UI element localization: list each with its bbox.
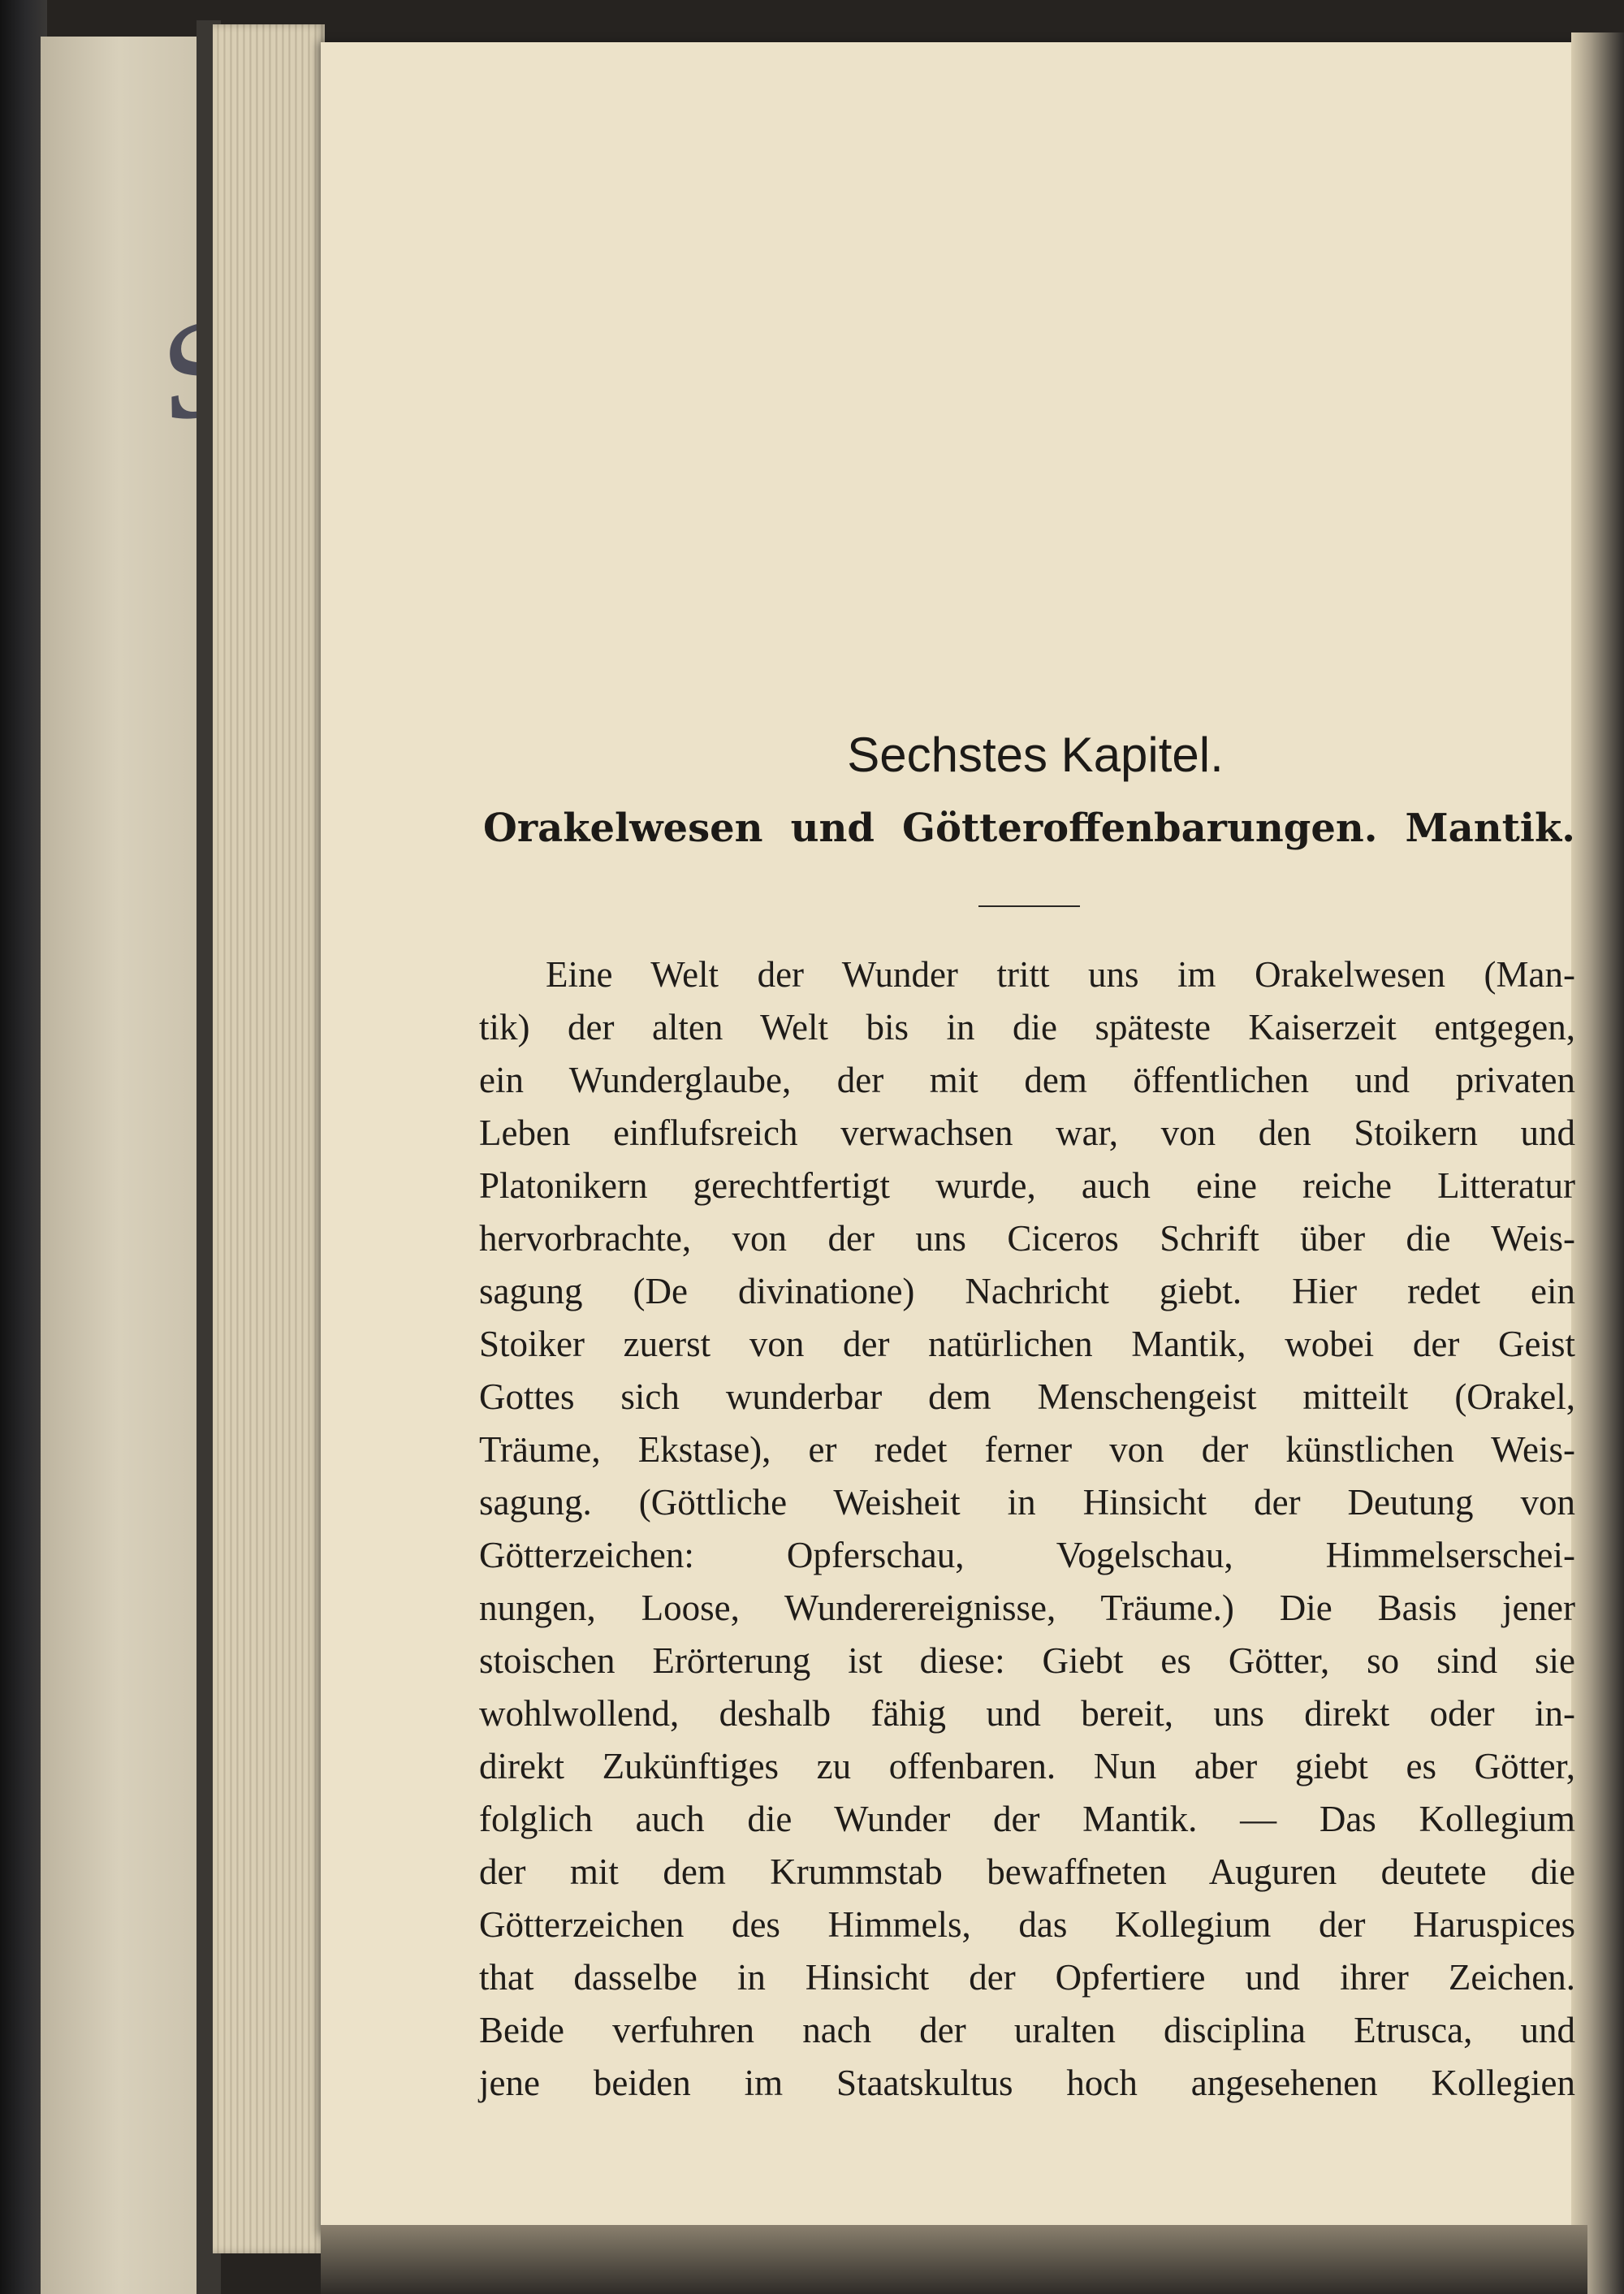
page-right-edge [1571,32,1624,2294]
text-line: folglich auch die Wunder der Mantik. — Das Kollegium [479,1799,1575,1839]
text-line: jene beiden im Staatskultus hoch angesehenen Kollegien [479,2063,1575,2103]
text-line: Stoiker zuerst von der natürlichen Mantik, wobei der Geist [479,1324,1575,1364]
chapter-title: Sechstes Kapitel. [847,728,1224,782]
text-line: tik) der alten Welt bis in die späteste Kaiserzeit entgegen, [479,1007,1575,1048]
text-line: Beide verfuhren nach der uralten disciplina Etrusca, und [479,2010,1575,2050]
text-line: hervorbrachte, von der uns Ciceros Schrift über die Weis- [479,1218,1575,1259]
text-line: Leben einflufsreich verwachsen war, von den Stoikern und [479,1112,1575,1153]
page-bottom-edge [321,2225,1587,2294]
text-line: sagung (De divinatione) Nachricht giebt. Hier redet ein [479,1271,1575,1311]
text-line: sagung. (Göttliche Weisheit in Hinsicht der Deutung von [479,1482,1575,1523]
text-line: Platonikern gerechtfertigt wurde, auch eine reiche Litteratur [479,1165,1575,1206]
text-line: Eine Welt der Wunder tritt uns im Orakelwesen (Man- [546,954,1575,995]
body-paragraph [479,948,1575,2110]
text-line: ein Wunderglaube, der mit dem öffentlichen und privaten [479,1060,1575,1100]
text-line: der mit dem Krummstab bewaffneten Auguren deutete die [479,1851,1575,1892]
chapter-subtitle: Orakelwesen und Götteroffenbarungen. Mantik. [483,806,1575,851]
text-line: wohlwollend, deshalb fähig und bereit, uns direkt oder in- [479,1693,1575,1734]
page-stack-edge [213,24,325,2253]
text-line: direkt Zukünftiges zu offenbaren. Nun aber giebt es Götter, [479,1746,1575,1786]
text-line: Träume, Ekstase), er redet ferner von der künstlichen Weis- [479,1429,1575,1470]
text-line: Götterzeichen: Opferschau, Vogelschau, Himmelserschei- [479,1535,1575,1575]
section-divider [978,905,1080,907]
text-line: Gottes sich wunderbar dem Menschengeist mitteilt (Orakel, [479,1376,1575,1417]
text-line: Götterzeichen des Himmels, das Kollegium der Haruspices [479,1904,1575,1945]
text-line: that dasselbe in Hinsicht der Opfertiere und ihrer Zeichen. [479,1957,1575,1998]
text-line: nungen, Loose, Wunderereignisse, Träume.) Die Basis jener [479,1588,1575,1628]
text-line: stoischen Erörterung ist diese: Giebt es Götter, so sind sie [479,1640,1575,1681]
